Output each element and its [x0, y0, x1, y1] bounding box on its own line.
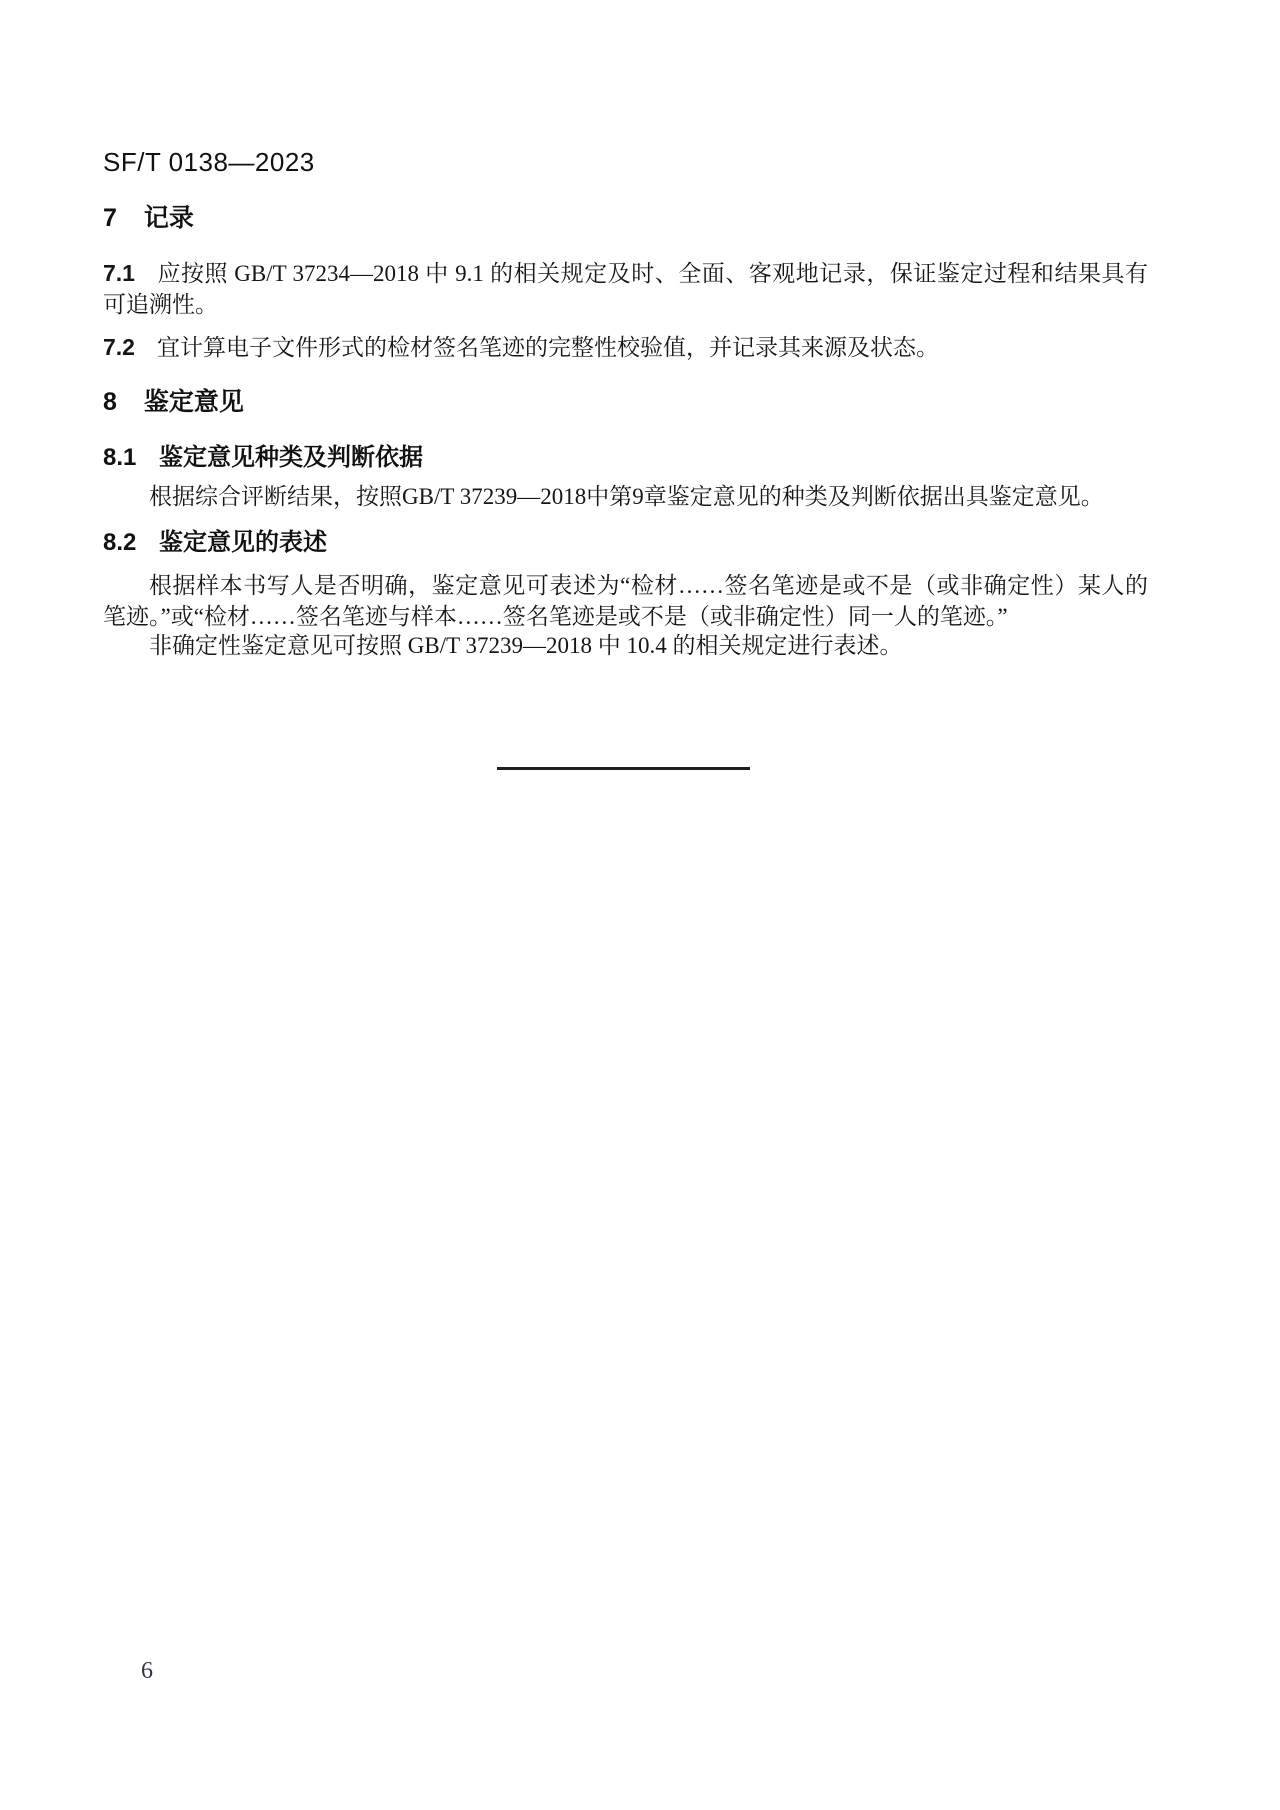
paragraph-8-2-a: 根据样本书写人是否明确，鉴定意见可表述为“检材……签名笔迹是或不是（或非确定性）某人的笔迹。”或“检材……签名笔迹与样本……签名笔迹是或不是（或非确定性）同一人的笔迹。” [103, 573, 1148, 629]
page-number: 6 [141, 1658, 153, 1684]
clause-7-1-number: 7.1 [103, 260, 135, 286]
section-8-2-number: 8.2 [103, 529, 137, 556]
section-8-2-heading [103, 531, 327, 555]
section-8-2-title: 鉴定意见的表述 [159, 529, 328, 556]
end-of-text-rule [497, 767, 750, 770]
clause-7-2-text: 宜计算电子文件形式的检材签名笔迹的完整性校验值，并记录其来源及状态。 [156, 335, 939, 360]
section-8-1-heading [103, 446, 423, 470]
clause-7-1-text: 应按照 GB/T 37234—2018 中 9.1 的相关规定及时、全面、客观地记录，保证鉴定过程和结果具有可追溯性。 [103, 261, 1148, 317]
section-8-1-number: 8.1 [103, 444, 137, 471]
section-8-title: 鉴定意见 [143, 388, 244, 416]
clause-7-1 [103, 258, 1148, 320]
paragraph-8-1: 根据综合评断结果，按照GB/T 37239—2018中第9章鉴定意见的种类及判断依据出具鉴定意见。 [149, 484, 1104, 509]
doc-code: SF/T 0138—2023 [103, 147, 315, 177]
clause-7-2 [103, 332, 1148, 363]
section-7-heading [103, 206, 194, 231]
section-8-number: 8 [103, 388, 117, 416]
section-8-1-title: 鉴定意见种类及判断依据 [159, 444, 424, 471]
section-7-title: 记录 [143, 204, 194, 232]
clause-7-2-number: 7.2 [103, 334, 135, 360]
section-7-number: 7 [103, 204, 117, 232]
section-8-heading [103, 390, 244, 415]
paragraph-8-2-b: 非确定性鉴定意见可按照 GB/T 37239—2018 中 10.4 的相关规定进行表述。 [149, 633, 903, 658]
